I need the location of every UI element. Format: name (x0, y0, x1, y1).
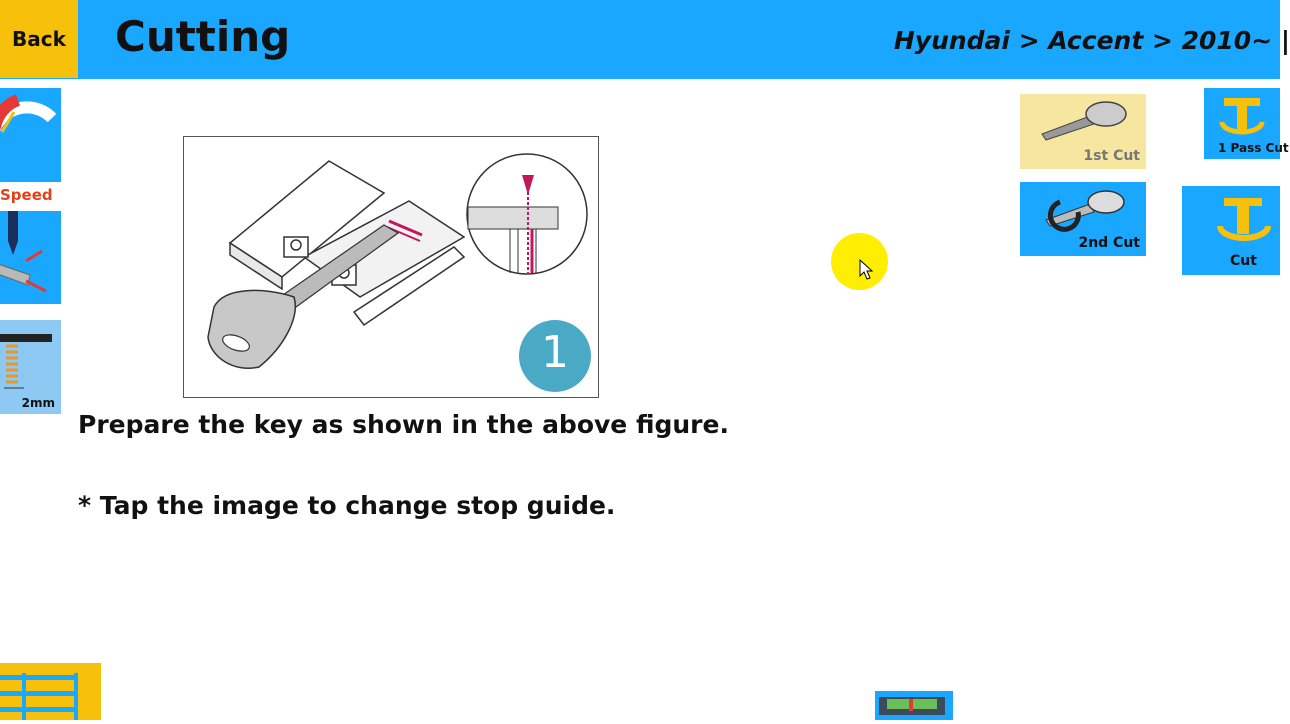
stop-guide-icon (875, 691, 953, 720)
speed-label: Speed (0, 186, 53, 204)
speedometer-icon (0, 88, 61, 182)
one-pass-cut-button[interactable] (1204, 88, 1289, 159)
instruction-text: Prepare the key as shown in the above figure. (78, 410, 729, 439)
one-pass-cut-label: 1 Pass Cut (1218, 141, 1289, 155)
depth-button[interactable] (0, 320, 61, 414)
page-title: Cutting (115, 12, 291, 61)
back-button[interactable] (0, 0, 78, 78)
cutter-probe-icon (0, 211, 61, 304)
stop-guide-hint: * Tap the image to change stop guide. (78, 491, 616, 520)
first-cut-label: 1st Cut (1083, 148, 1140, 164)
probe-button[interactable] (0, 211, 61, 304)
speed-button[interactable] (0, 88, 61, 182)
stop-guide-button[interactable] (875, 691, 953, 720)
step-number: 1 (541, 327, 569, 378)
list-icon (0, 663, 101, 720)
cut-label: Cut (1230, 253, 1257, 269)
menu-button[interactable] (0, 663, 101, 720)
cut-button[interactable] (1182, 186, 1280, 275)
second-cut-label: 2nd Cut (1078, 235, 1140, 251)
depth-label: 2mm (21, 396, 55, 410)
breadcrumb: Hyundai > Accent > 2010~ | (893, 26, 1290, 55)
first-cut-button[interactable] (1020, 94, 1146, 169)
back-button-label: Back (12, 27, 66, 51)
key-clamp-figure[interactable] (183, 136, 599, 398)
second-cut-button[interactable] (1020, 182, 1146, 256)
mouse-pointer-icon (858, 258, 874, 280)
